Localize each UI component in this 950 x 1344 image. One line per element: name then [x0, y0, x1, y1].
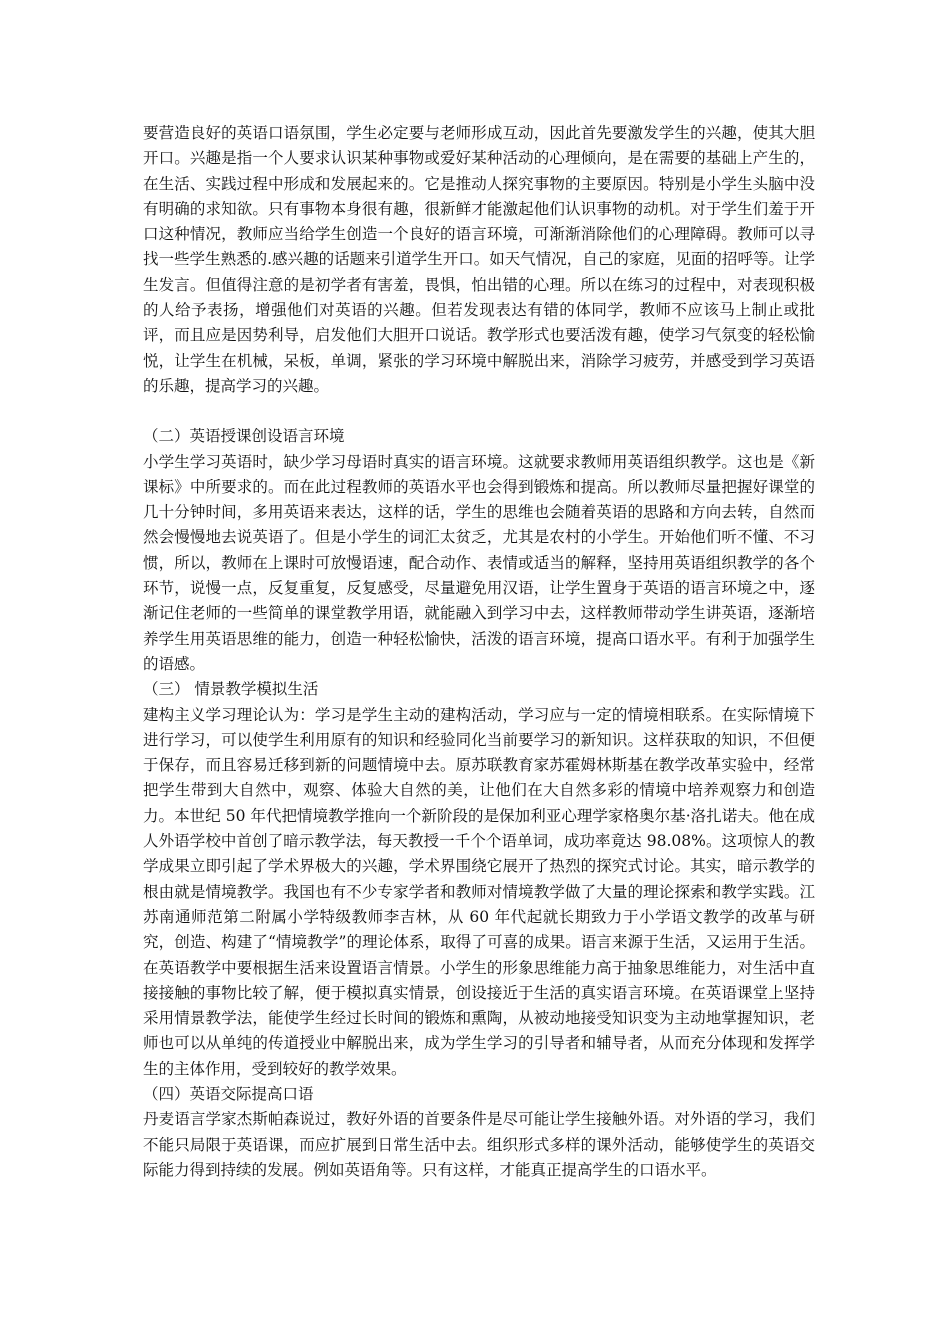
paragraph-interest: 要营造良好的英语口语氛围，学生必定要与老师形成互动，因此首先要激发学生的兴趣，使其大胆开口。兴趣是指一个人要求认识某种事物或爱好某种活动的心理倾向，是在需要的基础上产生的，在生活、实践过程中形成和发展起来的。它是推动人探究事物的主要原因。特别是小学生头脑中没有明确的求知欲。只有事物本身很有趣，很新鲜才能激起他们认识事物的动机。对于学生们羞于开口这种情况，教师应当给学生创造一个良好的语言环境，可渐渐消除他们的心理障碍。教师可以寻找一些学生熟悉的.感兴趣的话题来引道学生开口。如天气情况，自己的家庭，见面的招呼等。让学生发言。但值得注意的是初学者有害羞，畏惧，怕出错的心理。所以在练习的过程中，对表现积极的人给予表扬，增强他们对英语的兴趣。但若发现表达有错的体同学，教师不应该马上制止或批评，而且应是因势利导，启发他们大胆开口说话。教学形式也要活泼有趣，使学习气氛变的轻松愉悦，让学生在机械，呆板，单调，紧张的学习环境中解脱出来，消除学习疲劳，并感受到学习英语的乐趣，提高学习的兴趣。: [143, 124, 815, 395]
paragraph-situational-teaching: 建构主义学习理论认为：学习是学生主动的建构活动，学习应与一定的情境相联系。在实际情境下进行学习，可以使学生利用原有的知识和经验同化当前要学习的新知识。这样获取的知识，不但便于保存，而且容易迁移到新的问题情境中去。原苏联教育家苏霍姆林斯基在教学改革实验中，经常把学生带到大自然中，观察、体验大自然的美，让他们在大自然多彩的情境中培养观察力和创造力。本世纪 50 年代把情境教学推向一个新阶段的是保加利亚心理学家格奥尔基·洛扎诺夫。他在成人外语学校中首创了暗示教学法，每天教授一千个个语单词，成功率竟达 98.08%。这项惊人的教学成果立即引起了学术界极大的兴趣，学术界围绕它展开了热烈的探究式讨论。其实，暗示教学的根由就是情境教学。我国也有不少专家学者和教师对情境教学做了大量的理论探索和教学实践。江苏南通师范第二附属小学特级教师李吉林，从 60 年代起就长期致力于小学语文教学的改革与研究，创造、构建了“情境教学”的理论体系，取得了可喜的成果。语言来源于生活，又运用于生活。在英语教学中要根据生活来设置语言情景。小学生的形象思维能力高于抽象思维能力，对生活中直接接触的事物比较了解，便于模拟真实情景，创设接近于生活的真实语言环境。在英语课堂上坚持采用情景教学法，能使学生经过长时间的锻炼和熏陶，从被动地接受知识变为主动地掌握知识，老师也可以从单纯的传道授业中解脱出来，成为学生学习的引导者和辅导者，从而充分体现和发挥学生的主体作用，受到较好的教学效果。: [143, 705, 815, 1078]
document-body: [143, 121, 815, 1183]
section-heading-2: （二）英语授课创设语言环境: [143, 427, 345, 446]
paragraph-communication: 丹麦语言学家杰斯帕森说过，教好外语的首要条件是尽可能让学生接触外语。对外语的学习，我们不能只局限于英语课，而应扩展到日常生活中去。组织形式多样的课外活动，能够使学生的英语交际能力得到持续的发展。例如英语角等。只有这样，才能真正提高学生的口语水平。: [143, 1110, 815, 1179]
section-heading-3: （三） 情景教学模拟生活: [143, 680, 319, 699]
paragraph-language-environment: 小学生学习英语时，缺少学习母语时真实的语言环境。这就要求教师用英语组织教学。这也是《新课标》中所要求的。而在此过程教师的英语水平也会得到锻炼和提高。所以教师尽量把握好课堂的几十分钟时间，多用英语来表达，这样的话，学生的思维也会随着英语的思路和方向去转，自然而然会慢慢地去说英语了。但是小学生的词汇太贫乏，尤其是农村的小学生。开始他们听不懂、不习惯，所以，教师在上课时可放慢语速，配合动作、表情或适当的解释，坚持用英语组织教学的各个环节，说慢一点，反复重复，反复感受，尽量避免用汉语，让学生置身于英语的语言环境之中，逐渐记住老师的一些简单的课堂教学用语，就能融入到学习中去，这样教师带动学生讲英语，逐渐培养学生用英语思维的能力，创造一种轻松愉快，活泼的语言环境，提高口语水平。有利于加强学生的语感。: [143, 452, 815, 673]
section-heading-4: （四）英语交际提高口语: [143, 1084, 314, 1103]
paragraph-spacer: [143, 399, 815, 424]
